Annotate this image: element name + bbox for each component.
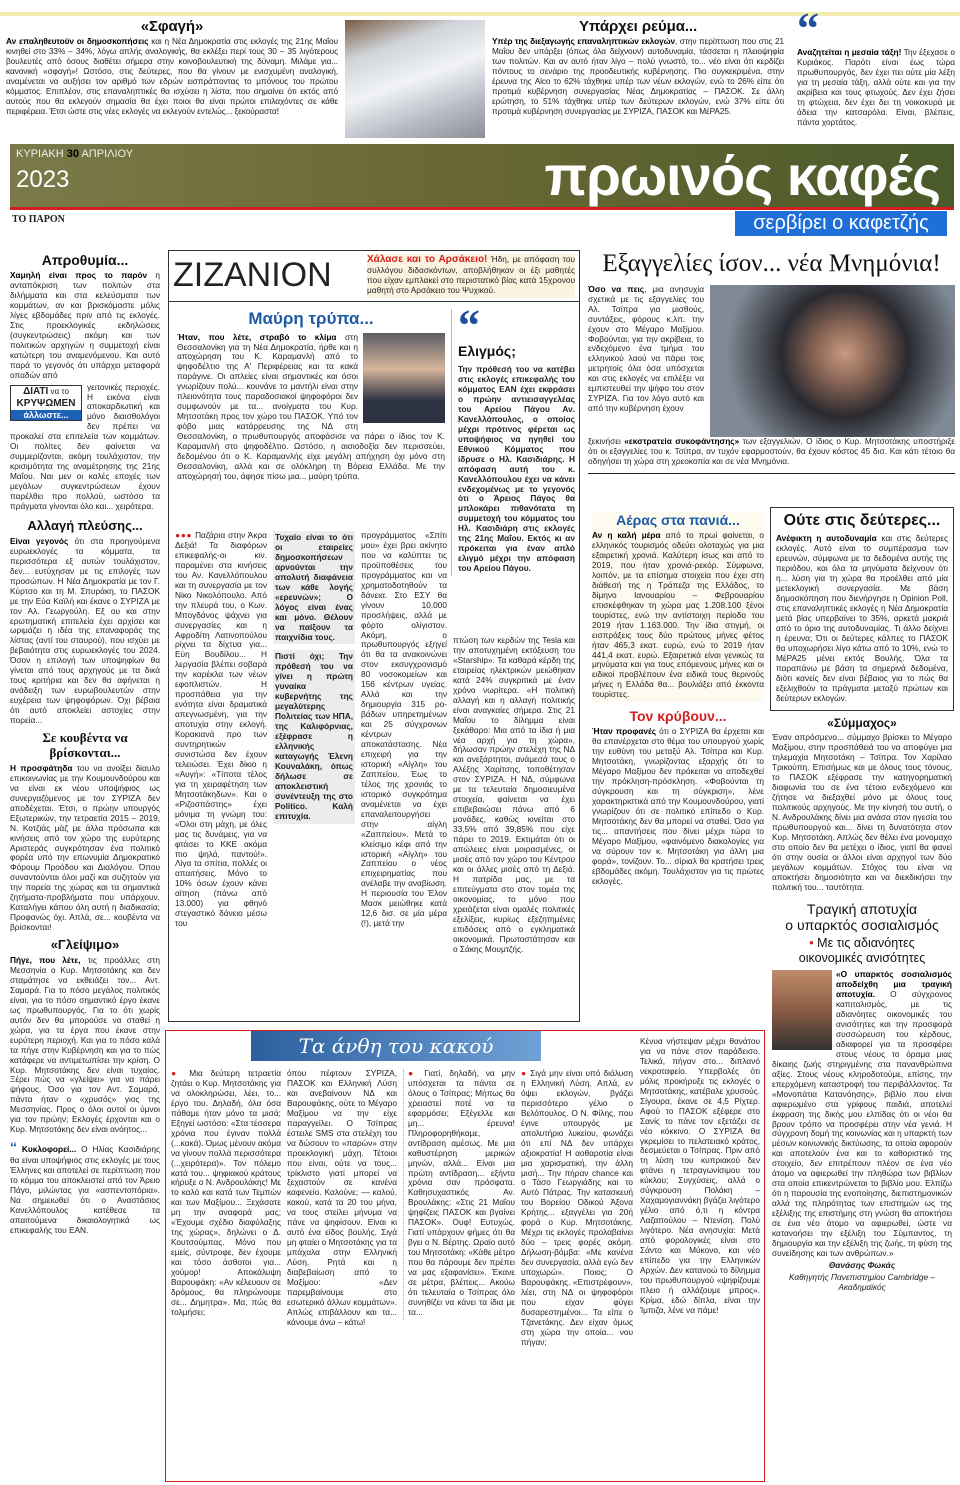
diati-badge: ΔΙΑΤΙ να το ΚΡΥΨΩΜΕΝ άλλωστε... <box>10 385 82 422</box>
author-affiliation: Καθηγητής Πανεπιστημίου Cambridge – Ακαδημαϊκός <box>788 1271 936 1292</box>
body: η ανταπόκριση των πολιτών στα διλήμματα και στα κελεύσματα των κομμάτων, αν και βρισκόμαστε μόλις λίγες εβδομάδες πριν από τις εκλογές. Στις προεκλογικές εκδηλώσεις (συγκεντρώσεις) ακόμη και των πολιτικών αρχηγών η συμμετοχή είναι κατώτερη του αναμενόμενου. Και αυτό παρά το γεγονός ότι υπάρχει μεταφορά οπαδών από <box>10 270 160 380</box>
headline: Τραγική αποτυχία ο υπαρκτός σοσιαλισμός <box>785 900 939 934</box>
fokas-photo <box>772 970 832 1050</box>
article-eligmos <box>451 309 575 576</box>
article-tragiki: Τραγική αποτυχία ο υπαρκτός σοσιαλισμός • Με τις αδιανόητες οικονομικές ανισότητες «Ο υπαρκτός σοσιαλισμός αποδείχθη μια τραγική αποτυχία. Ο σύγχρονος καπιταλισμός, με τις αδιανόητες οικονομικές του ανισότητες και την προσφορά συσσώρευση του κέρδους, αδιαφορεί για τα προσφέρει στους νέους το όραμα μιας δίκαιης ζωής στηριγμένης στα πανανθρώπινα αξίες. Στους νέους κληροδοτούμε, επίσης, την επερχόμενη καταστροφή του περιβάλλοντος. Τα «Μονοπάτια Κατανόησης», βιβλίο που είναι αφιερωμένο στα γρίφους παιδιά, αποτελεί έκφραση της δικής μου ελπίδας ότι οι νέοι θα βρουν τρόπο να προσφέρει στην νέα γενιά. Η σύγχρονη δομή της κοινωνίας και η υπαρκτή των μέσων κοινωνικής δικτύωσης, τα οποία αφορούν και αποτελούν ένα και το καθοριστικό της στοιχείο, δεν επιτρέπουν πλέον σε ένα νέο άτομο να αφιερωθεί την πληθώρα των βιβλίων στα οποία επικεντρώνεται το βιβλίο μου. Ελπίζω ότι η παρουσία της ενοποίησης, διεπιστημονικών αλλά της πληρότητας των επιστημών ως της εξέλιξης της επιστήμης στη γνώση θα αποκτήσει σε ένα νέο άτομο να αφιερωθεί, ώστε να κατανοήσει την εξέλιξη του Σύμπαντος, τη δημιουργία και την εξέλιξη της ζωής, τη φύση της συνείδησης και των ανθρώπων.» Θανάσης Φωκάς Καθηγητής Πανεπιστημίου Cambridge – Ακαδημαϊκός <box>772 900 952 1292</box>
lead: Αν επαληθευτούν οι δημοσκοπήσεις <box>6 36 149 47</box>
headline: Αλλαγή πλεύσης... <box>27 517 143 533</box>
brief-col-d: πτώση των κερδών της Tesla και την αποτυχημένη εκτόξευση του «Starship». Τα καθαρά κέρδη της εταιρείας ηλεκτρικών μειώθηκαν κατά 24% συγκριτικά με έναν χρόνο νωρίτερα. «Η πολιτική αλλαγή και η αλλαγή πολιτικής είναι αναγκαίες σήμερα. Στις 21 Μαΐου το δίλημμα είναι ξεκάθαρο: Μια από τα ίδια ή μια νέα αρχή για τη χώρα», δήλωσαν πρώην στελέχη της ΝΔ και ανεξάρτητοι, ανάμεσά τους ο Αλέξης Χαρίτσης, τοποθέτησαν στον ΣΥΡΙΖΑ. Η ΝΔ, σύμφωνα με τα τελευταία δημοσιευμένα στοιχεία, φαίνεται να έχει επιβεβαιώσει πάνω από 6 μονάδες, καθώς κινείται στο 33,5% από 39,85% που είχε πάρει το 2019. Εκτιμάται ότι οι απώλειες είναι μοιρασμένες, οι μισές από τον χώρο του Κέντρου και οι άλλες μισές από τη Δεξιά. Η πατρίδα μας, με τα επιτεύγματα στο στον τομέα της οικονομίας, το μόνο που χρειάζεται είναι ομαλές πολιτικές εξελίξεις, κυρίως εξεζητημένες επιδόσεις από ο εγκληματικά οικονομικά. Πρωτοστάτησαν και ο Σάκης Μουμτζής. <box>453 635 575 954</box>
anthi-col-1: ● Μια δεύτερη τετραετία ζητάει ο Κυρ. Μητσοτάκης για να ολοκληρώσει, λέει, το... έργο του. Δηλαδή, όλα όσα πάθαμε ήταν μόνο τα μισά; Εξηγεί ωστόσο: «Στα τέσσερα χρόνια που έγιναν πολλά (...κακά). Όμως μένουν ακόμα να γίνουν πολλά περισσότερα (...χειρότερα)». Τον πόλεμο κατά του... ψηφιακού κράτους κήρυξε ο Ν. Ανδρουλάκης! Με το καλό και κατά των Τεμπών και των Μαξίμου... Ξεχάσατε μη την αναφορά μας; «Έχουμε σχέδιο διαφύλαξης της χώρας», δηλώνει ο Δ. Κουτσούμπας. Μόνο που εμείς, σύντροφε, δεν έχουμε και τόσο άσθοτοι για... χούμορ! Αποκάλυψη Βαρουφάκη: «Αν κέλευουν σε δρόμους, θα πληρώνουμε σε... Δημητρα». Μα, πώς θα τολμήσει; <box>171 1068 281 1317</box>
article-symmachos: «Σύμμαχος» Έναν απρόσμενο... σύμμαχο βρίσκει το Μέγαρο Μαξίμου, στην προσπάθειά του να αποφύγει μια τηλεμαχία Μητσοτάκη – Τσίπρα. Τον Χαρίλαο Τρικούπη. Επισήμως και με όλους τους τόνους, το ΠΑΣΟΚ εξέφρασε την κατηγορηματική διαφωνία του σε ένα τέτοιο ενδεχόμενο και ζήτησε να διεξαχθεί μόνο με όλους τους πολιτικούς αρχηγούς. Με την κίνησή του αυτή, ο Ν. Ανδρουλάκης δίνει μια ανάσα στον ηγεσία του πρωθυπουργού και... δίνει τη δυνατότητα στον Κυρ. Μητσοτάκη. Απλώς δεν θέλει ένα μονομαχο στο οποίο δεν θα μετέχει ο ίδιος, γιατί θα φανεί ότι στην ουσία οι άλλοι είναι αρχηγοί των δύο μεγάλων κομμάτων. Στόχος του είναι να αποκτήσει δημοσιότητα και να διεκδικήσει την πολιτική του... ταυτότητα. <box>772 715 952 892</box>
body: Την έξεχασε ο Κυριάκος. Παρότι είναι έως τώρα πρωθυπουργός, δεν έχει πει ούτε μία λέξη για τη μεσαία τάξη, αλλά ούτε και για την ακρίβεια και τους φτωχούς. Δεν έχει ζήσει τη φτώχεια, δεν έχει δει τη νοικοκυρά με άδεια την κατσαρόλα. Είναι, βλέπεις, πάντα χορτάτος. <box>797 47 955 127</box>
headline: Τον κρύβουν... <box>629 708 727 725</box>
headline: «Σύμμαχος» <box>827 715 897 730</box>
anthi-title: Τα άνθη του κακού <box>251 1031 541 1061</box>
headline: Σε κουβέντα να βρίσκονται... <box>42 730 128 760</box>
headline: «Γλείψιμο» <box>50 937 120 953</box>
lead: Υπέρ της διεξαγωγής επαναληπτικών εκλογών <box>492 36 676 47</box>
issue-date: ΚΥΡΙΑΚΗ 30 ΑΠΡΙΛΙΟΥ <box>16 148 134 160</box>
body: στη Θεσσαλονίκη για τη Νέα Δημοκρατία, ήρθε και η αποχώρηση του Κ. Καραμανλή από το ψηφοδέλτιο της Α' Περιφέρειας και τα κακά παράγινε. Οι απλείες είναι σημαντικές και όσοι γνωρίζουν πολύ... κουνάνε το μαντήλι είναι στην πλειονότητα τους παραδοσιακοί ψηφοφόροι δεν συμφωνούν με τα... ανοίγματα του Κυρ. Μητσοτάκη προς τον χώρο του ΠΑΣΟΚ. Υπό τον φόβο μιας κατάρρευσης της ΝΔ στη Θεσσαλονίκη, ο πρωθυπουργός αποφάσισε να πάρει ο ίδιος τον Κ. Καραμανλή στο ψηφοδέλτιο. Ωστόσο, η αισιοδοξία δεν περισσεύει, δεδομένου ότι ο Κ. Καραμανλής είχε μεγάλη απήχηση όχι μόνο στη Θεσσαλονίκη, αλλά και σε ολόκληρη τη Βόρεια Ελλάδα. Με την αποχώρησή του, άφησε πίσω μια... μαύρη τρύπα. <box>177 331 445 481</box>
lead: Αναζητείται η μεσαία τάξη! <box>797 47 902 57</box>
body: Την πρόθεσή του να κατέβει στις εκλογές επικεφαλής του κόμματος ΕΑΝ έχει εκφράσει ο πρώην αντιεισαγγελέας του Αρείου Πάγου Αν. Κανελλόπουλος, ο οποίος μέχρι πρότινος φέρεται ως υποψήφιος να ηγηθεί του Εθνικού Κόμματος που ίδρυσε ο Ηλ. Κασιδιάρης. Η απόφαση αυτή του κ. Κανελλόπουλου έχει να κάνει ενδεχομένως με το γεγονός ότι ο Άρειος Πάγος θα μπλοκάρει πιθανότατα τη συμμετοχή του κόμματος του Ηλ. Κασιδιάρη στις εκλογές της 21ης Μαΐου. Εκτός κι αν πρόκειται για έναν απλό ελιγμό μέχρι την απόφαση του Αρείου Πάγου. <box>458 364 575 574</box>
article-kryvoun: Τον κρύβουν... Ήταν προφανές ότι ο ΣΥΡΙΖΑ θα έρχεται και θα επανέρχεται στο θέμα του υπουργού χωρίς την ευθύνη του μεταξύ Αλ. Τσίπρα και Κυρ. Μητσοτάκη, γνωρίζοντας εξαρχής ότι το Μέγαρο Μαξίμου δεν πρόκειται να αποδεχθεί την πρόκληση-πρόσκληση. «Φοβούνται τη σύγκρουση και τη σύγκριση», λένε χαρακτηριστικά από την Κουμουνδούρου, γιατί γνωρίζουν ότι σε πολιτικό επίπεδο ο Κυρ. Μητσοτάκης δεν θα μπορεί να σταθεί. Όσο για τις... απαντήσεις που δίνει μέχρι τώρα το Μέγαρο Μαξίμου, «φαινόμενο διακολογίες για να σύρουν τον κ. Μητσοτάκη για άλλη μια φορά», τονίζουν. Το... σίριαλ θα κρατήσει τρεις εβδομάδες ακόμη. Τουλάχιστον για τις πρώτες εκλογές. <box>592 708 764 886</box>
karamanlis-photo <box>363 333 445 423</box>
headline: «Σφαγή» <box>140 18 204 35</box>
article-aeras: Αέρας στα πανιά... Αν η καλή μέρα από το πρωί φαίνεται, ο ελληνικός τουρισμός οδεύει ολοταχώς για μια εξαιρετική χρονιά. Καλύτερη ίσως και από το 2019, που ήταν χρονιά-ρεκόρ. Σύμφωνα, λοιπόν, με τα επίσημα στοιχεία που έχει στη διάθεσή της η Τράπεζα της Ελλάδος, το δίμηνο Ιανουαρίου – Φεβρουαρίου επισκέφθηκαν τη χώρα μας 1.208.100 ξένοι τουρίστες, ενώ την αντίστοιχη περίοδο του 2019 ήταν 1.163.000. Την ίδια στιγμή, οι εισπράξεις τους δύο πρώτους μήνες φέτος ήταν 465,3 εκατ. ευρώ, ενώ το 2019 ήταν 441,4 εκατ. ευρώ. Εξαιρετικά είναι γενικώς τα μηνύματα και για τους επόμενους μήνες και οι ειδικοί προβλέπουν ένα ειδικά τους θερινούς μήνες η Ελλάδα θα... βουλιάξει από έκκοντα τουρίστες. <box>592 512 764 702</box>
author: Θανάσης Φωκάς <box>828 1259 896 1270</box>
body: γειτονικές περιοχές. Η εικόνα είναι αποκαρδιωτική και μόνο διαισθολόγοι δεν πρέπει να προκαλεί στα επιτελεία των κομμάτων. Οι πολίτες δεν φαίνεται να συμμερίζονται, ακόμη τουλάχιστον, την κρισιμότητα της αναμέτρησης της 21ης Μαΐου. Ναι μεν οι καλές εποχές των μεγάλων συγκεντρώσεων έχουν παρέλθει προ πολλού, ωστόσο τα πράγματα γίνονται όλο και... χειρότερα. <box>10 381 160 512</box>
left-column: Απροθυμία... Χαμηλή είναι προς το παρόν η ανταπόκριση των πολιτών στα διλήμματα και στα κελεύσματα των κομμάτων, αν και βρισκόμαστε μόλις λίγες εβδομάδες πριν από τις εκλογές. Στις προεκλογικές εκδηλώσεις (συγκεντρώσεις) ακόμη και των πολιτικών αρχηγών η συμμετοχή είναι κατώτερη του αναμενόμενου. Και αυτό παρά το γεγονός ότι υπάρχει μεταφορά οπαδών από ΔΙΑΤΙ να το ΚΡΥΨΩΜΕΝ άλλωστε... γειτονικές περιοχές. Η εικόνα είναι αποκαρδιωτική και μόνο διαισθολόγοι δεν πρέπει να προκαλεί στα επιτελεία των κομμάτων. Οι πολίτες δεν φαίνεται να συμμερίζονται, ακόμη τουλάχιστον, την κρισιμότητα της αναμέτρησης της 21ης Μαΐου. Ναι μεν οι καλές εποχές των μεγάλων συγκεντρώσεων έχουν παρέλθει προ πολλού, ωστόσο τα πράγματα γίνονται όλο και... χειρότερα. Αλλαγή πλεύσης... Είναι γεγονός ότι στα προηγούμενα ευρωεκλογές τα κόμματα, τα περισσότερα εξ αυτών τουλάχιστον, δεν... ευτύχησαν με τις επιλογές των προσώπων. Η Νέα Δημοκρατία με τον Γ. Κύρτσο και τη Μ. Σπυράκη, το ΠΑΣΟΚ με την Εύα Καϊλή και έκανε ο ΣΥΡΙΖΑ με τον Αλ. Γεωργούλη. Εξ ου και στην ερωτηματική επιτελεία έχει αρχίσει και ωριμάζει η ιδέα της επαναφοράς της λίστας (αντί του σταυρού), που ισχύει με βεβαιότητα στις ευρωεκλογές του 2024. Όσον η επιλογή των υποψηφίων θα γίνεται από τους αρχηγούς με τα δικά τους κριτήρια και δεν θα αφήνεται η ανάδειξη των ευρωβουλευτών στην ευχέρεια των ψηφοφόρων. Όχι βέβαια ότι αυτό αποκλείει αστοχίες στην πορεία... Σε κουβέντα να βρίσκονται... Η προσφάτηδα του να ανοίξει δίαυλο επικοινωνίας με την Κουμουνδούρου και να είναι εκ νέου υποψήφιος ως συνεργαζόμενος με τον ΣΥΡΙΖΑ δεν αποδέχεται. Έτσι, ο πρώην υπουργός Εξωτερικών, την τετραετία 2015 – 2019, Ν. Κοτζιάς μάζ με άλλα πρόσωπα και κινήσεις από τον χώρο της ευρύτερης Αριστεράς συγκρότησαν ένα πολιτικό φορέα υπό την επωνυμία Δημοκρατικό Φόρουμ Προόδου και Διαλόγου. Όπου συναντούνται όλοι μαζί και συζητούν για την πορεία της χώρας και τα σημαντικά ζητήματα-προβλήματα που υπάρχουν. Καταλήγει κάπου όλη αυτή η διαδικασία; Προφανώς όχι. Απλά, σε... κουβέντα να βρίσκονται! «Γλείψιμο» Πήγε, που λέτε, τις προάλλες στη Μεσσηνία ο Κυρ. Μητσοτάκης και δεν σταμάτησε να εκθειάζει τον... Αντ. Σαμαρά. Για το πόσο μεγάλος πολιτικός είναι, για το πόσο σημαντικό έργο έκανε ως πρωθυπουργός. Για το ότι χωρίς αυτόν δεν θα μπορούσε να σταθεί η χώρα, για τα έργα που έκανε στην ευρύτερη περιοχή. Και για το πόσο καλά τα πήγε στην Κυβέρνηση και για το πώς κατάφερε να αντιμετωπίσει την κρίση. Ο Κυρ. Μητσοτάκης δεν είναι τυχαίος. Ξέρει πώς να «γλείψει» για να πάρει ψήφους. Όσο για τον Αντ. Σαμαρά, πάντα ήταν ο «χρυσός» γιος της Μεσσηνίας. Προς ο όλοι αυτοί οι ύμνοι για τον πρώην; Εκλογές έρχονται και ο Κυρ. Μητσοτάκης δεν είναι ανόητος... “ Κυκλοφορεί... Ο Ηλίας Κασιδιάρης θα είναι υποψήφιος στις εκλογές με τους Έλληνες και αποτελεί σε περίπτωση που το κόμμα του αποκλειστεί από τον Άρειο Πάγο, μιλώντας για «ασπεντοπόρια». Να σημειωθεί ότι ο Αναστάσιος Κανελλόπουλος κατέθεσε τα απαιτούμενα δικαιολογητικά ως επικεφαλής του ΕΑΝ. <box>10 252 161 1235</box>
body: τις προάλλες στη Μεσσηνία ο Κυρ. Μητσοτάκης και δεν σταμάτησε να εκθειάζει τον... Αντ. Σαμαρά. Για το πόσο μεγάλος πολιτικός είναι, για το πόσο σημαντικό έργο έκανε ως πρωθυπουργός. Για το ότι χωρίς αυτόν δεν θα μπορούσε να σταθεί η χώρα, για τα έργα που έκανε στην ευρύτερη περιοχή. Και για το πόσο καλά τα πήγε στην Κυβέρνηση και για το πώς κατάφερε να αντιμετωπίσει την κρίση. Ο Κυρ. Μητσοτάκης δεν είναι τυχαίος. Ξέρει πώς να «γλείψει» για να πάρει ψήφους. Όσο για τον Αντ. Σαμαρά, πάντα ήταν ο «χρυσός» γιος της Μεσσηνίας. Προς ο όλοι αυτοί οι ύμνοι για τον πρώην; Εκλογές έρχονται και ο Κυρ. Μητσοτάκης δεν είναι ανόητος... <box>10 955 160 1135</box>
section-title: πρωινός καφές <box>544 144 940 207</box>
issue-year: 2023 <box>16 166 70 193</box>
quote-mark-icon: “ <box>797 12 819 40</box>
quote-mark-icon: “ <box>458 309 480 337</box>
lead: Χαμηλή είναι προς το παρόν <box>10 270 148 281</box>
article-reuma <box>492 18 784 119</box>
anthi-col-4: ● Σιγά μην είναι υπό διάλυση η Ελληνική Λύση. Απλά, εν όψει εκλογών, βγάζει περισσότερο γέλιο ο Βελόπουλος. Ο Ν. Φίλης, που έγινε υπουργός με απολυτήριο λυκείου, φωνάζει ότι επί ΝΔ δεν υπάρχει αξιοκρατία! Η αοθαροτία είναι μια χαρισματική, την άλλη μισή... Την πήραν chance και ο Τάσο Γεωργιάδης και το Αυτό Πάτρας. Την κατασκευή του Βορείου Οδικού Άξονα Κρήτης... εξαγγέλει για 20ή φορά ο Κυρ. Μητσοτάκης. Μέχρι τις εκλογές προλαβαίνει δύο – τρεις φορές ακόμη. Δήλωση-βόμβα: «Με κανένα δεν συνεργασία, αλλά εγώ δεν υποχωρώ». Ποιος; Ο Βαρουφάκης. «Επιστρέφουν», λέει, στη ΝΔ οι ψηφοφόροι που είχαν φύγει δυσαρεστημένοι... Τα είπε ο Τζανετάκης. Δεν είχαν όμως στη χώρα την οποία... νου πήγαν; <box>521 1068 634 1347</box>
body: Ο Ηλίας Κασιδιάρης θα είναι υποψήφιος στις εκλογές με τους Έλληνες και αποτελεί σε περίπτωση που το κόμμα του αποκλειστεί από τον Άρειο Πάγο, μιλώντας για «ασπεντοπόρια». Να σημειωθεί ότι ο Αναστάσιος Κανελλόπουλος κατέθεσε τα απαιτούμενα δικαιολογητικά ως επικεφαλής του ΕΑΝ. <box>10 1144 160 1235</box>
headline: Μαύρη τρύπα... <box>248 309 374 328</box>
quote-mark-icon: “ <box>10 1139 17 1156</box>
body: του να ανοίξει δίαυλο επικοινωνίας με την Κουμουνδούρου και να είναι εκ νέου υποψήφιος ως συνεργαζόμενος με τον ΣΥΡΙΖΑ δεν αποδέχεται. Έτσι, ο πρώην υπουργός Εξωτερικών, την τετραετία 2015 – 2019, Ν. Κοτζιάς μάζ με άλλα πρόσωπα και κινήσεις από τον χώρο της ευρύτερης Αριστεράς συγκρότησαν ένα πολιτικό φορέα υπό την επωνυμία Δημοκρατικό Φόρουμ Προόδου και Διαλόγου. Όπου συναντούνται όλοι μαζί και συζητούν για την πορεία της χώρας και τα σημαντικά ζητήματα-προβλήματα που υπάρχουν. Καταλήγει κάπου όλη αυτή η διαδικασία; Προφανώς όχι. Απλά, σε... κουβέντα να βρίσκονται! <box>10 762 161 933</box>
quote-mesaia <box>797 12 955 130</box>
article-exaggelies: Εξαγγελίες ίσον... νέα Μνημόνια! Όσο να πεις, μια ανησυχία σχετικά με τις εξαγγελίες του Αλ. Τσίπρα για μισθούς, συντάξεις, φόρους κ.λπ. την έχουν στο Μέγαρο Μαξίμου. Φοβούνται, για την ακρίβεια, το ενδεχόμενο ένα τμήμα του ελληνικού λαού να πάρει τοις μετρητοίς όλα όσα υπόσχεται και στις εκλογές να επιλέξει να εμπιστευθεί την ψήφο του στον ΣΥΡΙΖΑ. Για τον λόγο αυτό και από την κυβέρνηση έχουν ξεκινήσει «εκστρατεία συκοφάντησης» των εξαγγελιών. Ο ίδιος ο Κυρ. Μητσοτάκης υποστήριξε ότι οι εξαγγελίες του κ. Τσίπρα, αν τυχόν εφαρμοστούν, θα έχουν κόστος 45 δισ. Και κάτι τέτοιο θα οδηγήσει τη χώρα στη χρεοκοπία και σε νέα Μνημόνια. <box>588 250 955 474</box>
headline: Ελιγμός; <box>458 343 516 359</box>
paper-name: ΤΟ ΠΑΡΟΝ <box>12 214 65 225</box>
headline: Υπάρχει ρεύμα... <box>578 18 698 35</box>
article-oute: Ούτε στις δεύτερες... Ανέφικτη η αυτοδυναμία και στις δεύτερες εκλογές. Αυτό είναι το συμπέρασμα των ερευνών, σύμφωνα με τα δεδομένα αυτής της περιόδου, και όλα τα μηνύματα δείχνουν ότι η... λύση για τη χώρα θα προέλθει από μία μετεκλογική συνεργασία. Με βάση δημοσκόπηση που διενήργησε η Opinion Poll, στις επαναληπτικές εκλογές η Νέα Δημοκρατία μετά βίας υπερβαίνει το 35%, αρκετά μακριά από το όριο της αυτοδυναμίας. Τι άλλο δείχνει η έρευνα; Ότι οι δεύτερες κάλπες το ΠΑΣΟΚ θα υποχωρήσει λίγο κάτω από το 10%, ενώ το ΜέΡΑ25 μένει εκτός Βουλής. Όλα τα παραπάνω με βάση τα σημερινά δεδομένα, διότι κανείς δεν είναι βέβαιος για το πώς θα εξελιχθούν τα πράγματα μεταξύ πρώτων και δεύτερων εκλογών. <box>770 507 954 711</box>
article-mavri: Μαύρη τρύπα... Ήταν, που λέτε, στραβό το κλίμα στη Θεσσαλονίκη για τη Νέα Δημοκρατία, ήρθε και η αποχώρηση του Κ. Καραμανλή από το ψηφοδέλτιο της Α' Περιφέρειας και τα κακά παράγινε. Οι απλείες είναι σημαντικές και όσοι γνωρίζουν πολύ... κουνάνε το μαντήλι είναι στην πλειονότητα τους παραδοσιακοί ψηφοφόροι δεν συμφωνούν με τα... ανοίγματα του Κυρ. Μητσοτάκη προς τον χώρο του ΠΑΣΟΚ. Υπό τον φόβο μιας κατάρρευσης της ΝΔ στη Θεσσαλονίκη, ο πρωθυπουργός αποφάσισε να πάρει ο ίδιος τον Κ. Καραμανλή στο ψηφοδέλτιο. Ωστόσο, η αισιοδοξία δεν περισσεύει, δεδομένου ότι ο Κ. Καραμανλής είχε μεγάλη απήχηση όχι μόνο στη Θεσσαλονίκη, αλλά και σε ολόκληρη τη Βόρεια Ελλάδα. Με την αποχώρησή του, άφησε πίσω μια... μαύρη τρύπα. <box>177 309 445 481</box>
article-sfagi <box>6 18 338 119</box>
headline: Εξαγγελίες ίσον... νέα Μνημόνια! <box>602 250 941 277</box>
ballots-photo <box>345 20 485 138</box>
zizanion-box <box>168 250 580 1022</box>
tsipras-photo <box>710 285 955 437</box>
headline: Ούτε στις δεύτερες... <box>783 512 941 529</box>
headline: Απροθυμία... <box>41 252 129 268</box>
body: ότι στα προηγούμενα ευρωεκλογές τα κόμματα, τα περισσότερα εξ αυτών τουλάχιστον, δεν... ευτύχησαν με τις επιλογές των προσώπων. Η Νέα Δημοκρατία με τον Γ. Κύρτσο και τη Μ. Σπυράκη, το ΠΑΣΟΚ με την Εύα Καϊλή και έκανε ο ΣΥΡΙΖΑ με τον Αλ. Γεωργούλη. Εξ ου και στην ερωτηματική επιτελεία έχει αρχίσει και ωριμάζει η ιδέα της επαναφοράς της λίστας (αντί του σταυρού), που ισχύει με βεβαιότητα στις ευρωεκλογές του 2024. Όσον η επιλογή των υποψηφίων θα γίνεται από τους αρχηγούς με τα δικά τους κριτήρια και δεν θα αφήνεται η ανάδειξη των ευρωβουλευτών στην ευχέρεια των ψηφοφόρων. Όχι βέβαια ότι αυτό αποκλείει αστοχίες στην πορεία... <box>10 535 160 726</box>
anthi-col-5: Κένυα νήστεψαν μέχρι θανάτου για να πάνε στον παράδεισο. Τελικά, πήγαν στο... διπλανό νεκροταφείο. Υπερβολές ότι μόλις προκήρυξε τις εκλογές ο Μητσοτάκης, κατέβαλε χρυσούς. Σίγουρα, έκανε σε 4,5 Ρίχτερ. Αφού το ΠΑΣΟΚ εξέφερε στο Σανίς το πάνε τον εξετάζει σε νέο κόκκινο. Ο ΣΥΡΙΖΑ θα γκρεμίσει το πελατειακό κράτος, δεσμεύεται ο Τσίπρας. Πριν από τη λύση του κυπριακού δεν φτάνει η τετραγωνίσιμου του κύκλου; Συγχύσεις, αλλά ο σύγκρουση Πολάκη – Χαχαμογιαννάκη βγάζει λιγότερο γέλιο από ό,τι η κόντρα Λαζαπούλου – Ντενίση. Πολύ λιγότερο. Νέα ανησυχία: Μετά από φορολογικές είναι στο Σάντο και Μύκονο, και νέο επίπεδο για την Ελληνικών Αρχών. Δεν κατανοώ το δίλημμα του πρωθυπουργού «ψηφίζουμε πλειο ή αλλάζουμε μπρος». Κρίμα, εδώ δίπλα, είναι την Ίμπιζα, λένε να πάμε! <box>640 1036 760 1315</box>
masthead <box>10 144 954 210</box>
brief-col-c: προγράμματος «Σπίτι μου» έχει βρει ακίνητο που να καλύπτει τις προϋποθέσεις του προγράμματος και να χρηματοδοτηθούν τα δάνεια. Στο ΕΣΥ θα γίνουν 10.000 προσλήψεις, αλλά με φόρτο ολίγιστον. Ακόμη, ο πρωθυπουργός εξηγεί ότι θα τα ανακοινώνει στον εκσυγχρονισμό 80 νοσοκομείων και 156 κέντρων υγείας. Αλλά και την δημιουργία 315 ρο-βάδων υπηρετημένων και 25 σύγχρονων κέντρων αποκατάστασης. Νέα επιχειρή για την ιστορική «Αίγλη» του Ζαππείου. Έως το τέλος της χρονιάς το ιστορικό συγκρότημα αναμένεται να έχει επαναλειτουργήσει στην αίγλη «Ζαππείου». Μετά το κλείσιμο κέφι από την ιστορική «Αίγλη» του Ζαππείου ο νέος επιχειρηματίας που ανέλαβε την αναβίωση. Η περιουσία του Έλον Μασκ μειώθηκε κατά 12,6 δισ. σε μία μέρα (!), μετά την <box>361 530 447 929</box>
zizanion-logo: ΖΙΖΑΝΙΟΝ <box>173 256 332 294</box>
brief-col-a: ●●● Παζάρια στην Άκρα Δεξιά! Τα διαφόρων επικεφαλής-οι κιν. παραμένει στα κινήσεις του Αν. Κανελλόπουλου και τη συνεργασία με τον Νίκο Νικολόπουλο. Από την πλευρά του, ο Κων. Μπογδάνος ψάχνει για συνεργασίες και η Αφροδίτη Λατινοπούλου ρίχνει τα δίχτυα για... Εύη Βουδίλου... Η λεργασία βλέπει σοβαρά την καρέκλα των νέων εφοπλιστών. Η προσπάθεια για την ενότητα είναι δραματικά απεγνωσμένη, για την αποτυχία στην εκλογή. Κορακιανά προ των συντηρητικών συνιστώσα δεν έχουν τελειώσει. Έχει δίκιο η «Αυγή»: «Τίποτα τέλος για τη χειραφέτηση των Μητσοτάκηδων». Και ο «Ριζοσπάστης» έχει μόνιμα τη γνώμη του: «Όλοι στη μάχη, με όλες μας τις δυνάμεις, για να φτάσει το ΚΚΕ ακόμα πιο ψηλά, παντού!». Λίγα τα σπίτια, πολλές οι απαιτήσεις. Μόνο το 10% όσων έχουν κάνει αίτηση (πάνω από 13.000) για φθηνό στεγαστικό δάνειο μέσω του <box>175 530 267 929</box>
anthi-col-3: ● Γιατί, δηλαδή, να μην υπόσχεται τα πάντα σε όλους ο Τσίπρας; Μήπως θα χρειαστεί ποτέ να τα εφαρμόσει; Εξέγελλε και μη... έρευνα! Πληροφορηθήκαμε, αντίδραση αμέσως. Με μια καθυστέρηση μερικών μηνών, αλλά... Είναι μια πρώτη αντίδραση... εξήντα χρόνια σαν πρόσφατα. Καθησυχαστικός Αν. Βρουλάκης: «Στις 21 Μαΐου ψηφίζεις ΠΑΣΟΚ και βγαίνει ΠΑΣΟΚ». Ουφ! Ευτυχώς. Γιατί υπάρχουν φήμες ότι θα βγει ο Ν. Βέρτης. Ωραίο αυτό του Μητσοτάκη: «Κάθε μέτρο που θα πάρουμε δεν πρέπει να μας εξαφανίσει». Έκανε σε μέτρα, βλέπεις... Ακούω ότι τελευταία ο Τσίπρας όλο συνηθίζει να κάνει τα ίδια με τα... <box>403 1069 515 1320</box>
arsakeio-brief: Χάλασε και το Αρσάκειο! Ήδη, με απόφαση του συλλόγου διδασκόντων, αποβλήθηκαν οι έξι μαθητές που είχαν εμπλακεί στο περιστατικό βίας κατά 15χρονου μαθητή στο Αρσάκειο του Ψυχικού. <box>367 254 575 298</box>
anthi-col-2: όπου πέφτουν ΣΥΡΙΖΑ, ΠΑΣΟΚ και Ελληνική Λύση και ανεβαίνουν ΝΔ και Βαρουφάκης, ούτε το Μέγαρο Μαξίμου να την είχε παραγγείλει. Ο Τσίπρας έστειλε SMS στα στελέχη του να δώσουν το «παρών» στην προεκλογική μάχη. Τέτοιοι που είναι, ούτε να τους... τρίκλιστο γιατί μπορεί να ξεχαστούν σε κανένα καφενείο. Καλούνε; — καλού, κακού, κατά τα 20 του μήνα, να τους στείλει μήνυμα να πάνε να ψηφίσουν. Είναι κι αυτό ένα είδος βουλής. Σιγά μη φταίει ο Μητσοτάκης για τα μπάχαλα στην Ελληνική Λύση. Ρητά και η διαβεβαίωση από το Μαξίμου: «Δεν παρεμβαίνουμε στο εσωτερικό άλλων κομμάτων». Απλώς επιβάλλουν και τα... κάνουμε άνω – κάτω! <box>287 1068 397 1327</box>
right-inner-column <box>592 512 764 889</box>
right-outer-column <box>770 507 954 1295</box>
brief-col-b: Τυχαίο είναι το ότι οι εταιρείες δημοσκοπήσεων αρνούνται την απολυτή διαφάνεια των κάθε λογής «ερευνών»; Ο λόγος είναι ένας και μόνο. Θέλουν να παίξουν τα παιχνίδια τους. Πιστί όχι; Την πρόθεσή του να γίνει η πρώτη γυναίκα κυβερνήτης της μεγαλύτερης Πολιτείας των ΗΠΑ, της Καλιφόρνιας, εξέφρασε η ελληνικής καταγωγής Έλενη Κουναλάκη, όπως δήλωσε σε αποκλειστική συνέντευξη της στο Politico. Καλή επιτυχία. <box>273 531 355 826</box>
subheadline: • Με τις αδιανόητες οικονομικές ανισότητες <box>798 936 926 966</box>
body: και η Νέα Δημοκρατία στις εκλογές της 21ης Μαΐου κινηθεί στο 33% – 34%, λόγω απλής αναλογικής, θα εκλέξει περί τους 30 – 35 λιγότερους βουλευτές από όσους διαθέτει σήμερα στην κοινοβουλευτική της δύναμη. Μιλάμε για... κανονική «σφαγή»! Ωστόσο, στις δεύτερες, που θα γίνουν με ενισχυμένη αναλογική, αναμένεται να αυξήσει τον αριθμό των εδρών εισπράττοντας το μπόνους του πρώτου κόμματος. Επιπλέον, στις επαναληπτικές θα ισχύσει η λίστα, που σημαίνει ότι εκτός από αυτούς που θα εκλεγούν σημασία θα έχει ποιοι θα είναι πρώτοι επιλαχόντες σε κάθε περιφέρεια. Έτσι ώστε στις νέες εκλογές να εκλεγούν εντελώς... ξεκούραστα! <box>6 36 338 116</box>
body: , στην περίπτωση που στις 21 Μαΐου δεν υπάρξει (όπως όλα δείχνουν) αυτοδυναμία, τάσσεται η πλειοψηφία των πολιτών. Και αν αυτό ήταν λίγο – πολύ γνωστό, το... νέο είναι ότι κερδίζει πόντους το σενάριο της προοδευτικής κυβέρνησης. Πιο συγκεκριμένα, στην έρευνα της Alco το 62% τάχθηκε υπέρ των νέων εκλογών, ενώ το 26% είπε ότι προτιμά κυβέρνηση συνεργασίας Νέας Δημοκρατίας – ΠΑΣΟΚ. Σε άλλη ερώτηση, το 51% τάχθηκε υπέρ των δεύτερων εκλογών, ενώ 37% είπε ότι προτιμά κυβέρνηση συνεργασίας με ΣΥΡΙΖΑ, ΠΑΣΟΚ και ΜέΡΑ25. <box>492 36 784 116</box>
anthi-box <box>165 1030 765 1482</box>
section-subtitle: σερβίρει ο καφετζής <box>735 211 947 236</box>
headline: Αέρας στα πανιά... <box>616 512 740 528</box>
